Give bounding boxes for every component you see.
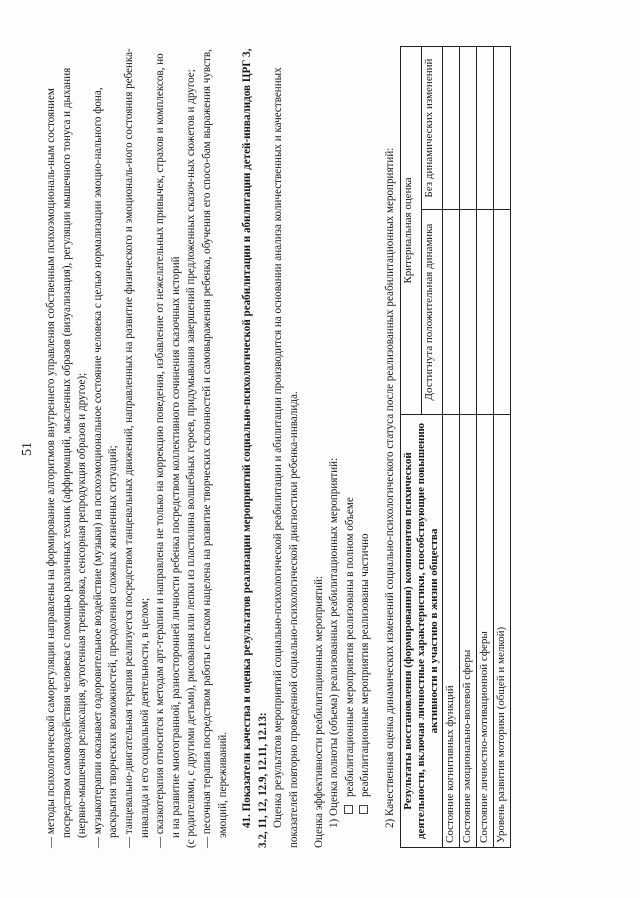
bullet-dance-therapy: — танцевально-двигательная терапия реализуется посредством танцевальных движений, направленных на развитие физического и эмоциональ-ного состояния ребенка-инвалида и его социальной деятельности, в целом;	[122, 48, 151, 848]
completeness-item: 1) Оценка полноты (объема) реализованных реабилитационных мероприятий:	[328, 457, 341, 828]
table-row	[494, 47, 511, 848]
bullet-fairy-tale-continued: (с родителями, с другими детьми), рисования или лепки из пластилина волшебных героев, придумывания завершений предложенных сказоч-ных сюжетов и другое;	[185, 69, 198, 848]
row-label-motor: Уровень развития моторики (общей и мелкой)	[494, 415, 511, 848]
page-body	[44, 48, 511, 848]
table-row	[443, 47, 460, 848]
bullet-sand-therapy: — песочная терапия посредством работы с песком нацелена на развитие творческих склонностей и самовыражения ребенка, обучения его спосо-бам выражения чувств, эмоций, переживаний.	[200, 49, 229, 848]
bullet-music-therapy: — музыкотерапии оказывает оздоровительное воздействие (музыки) на психоэмоциональное состояние человека с целью нормализации эмоцио-нального фона, раскрытия творческих возможностей, преодоления сложных жизненных ситуаций;	[91, 87, 120, 848]
section-intro: Оценка результатов мероприятий социально-психологической реабилитации и абилитации производится на основании анализа количественных и качественных показателей повторно проведенной социально-психологической диагностики ребенка-инвалида.	[272, 67, 300, 848]
cell-none[interactable]	[443, 47, 460, 210]
table-criteria-header: Критериальная оценка	[401, 47, 422, 415]
cell-achieved[interactable]	[460, 210, 477, 415]
option-full-label: реабилитационные мероприятия реализованы в полном объеме	[343, 497, 356, 797]
cell-none[interactable]	[460, 47, 477, 210]
table-main-header: Результаты восстановления (формирования) компонентов психической деятельности, включая личностные характеристики, способствующие повышению активности и участию в жизни общества	[401, 415, 443, 848]
cell-none[interactable]	[494, 47, 511, 210]
row-label-cognitive: Состояние когнитивных функций	[443, 415, 460, 848]
checkbox-partial[interactable]	[359, 805, 368, 814]
row-label-motivational: Состояние личностно-мотивационной сферы	[477, 415, 494, 848]
section-heading: 41. Показатели качества и оценка результатов реализации мероприятий социально-психологической реабилитации и абилитации детей-инвалидов ЦРГ 3, 3.2, 11, 12, 12.9, 12.11, 12.13:	[241, 48, 269, 848]
option-partial	[358, 48, 374, 848]
effectiveness-label: Оценка эффективности реабилитационных мероприятий:	[312, 575, 325, 848]
option-partial-label: реабилитационные мероприятия реализованы частично	[359, 533, 372, 797]
table-col-achieved: Достигнута положительная динамика	[422, 210, 443, 415]
cell-achieved[interactable]	[443, 210, 460, 415]
table-col-none: Без динамических изменений	[422, 47, 443, 210]
page-number: 51	[20, 442, 35, 456]
checkbox-full[interactable]	[344, 805, 353, 814]
cell-achieved[interactable]	[477, 210, 494, 415]
cell-none[interactable]	[477, 47, 494, 210]
bullet-fairy-tale-therapy: — сказкотерапия относится к методам арт-терапии и направлена не только на коррекцию поведения, избавление от нежелательных привычек, страхов и комплексов, но и на развитие многогранной, разносторонней личности ребенка посредством коллективного сочинения сказочных историй	[154, 53, 182, 848]
table-row	[477, 47, 494, 848]
row-label-emotional: Состояние эмоционально-волевой сферы	[460, 415, 477, 848]
bullet-self-regulation: — методы психологической саморегуляции направлены на формирование алгоритмов внутреннего управления собственным психоэмоциональ-ным состоянием посредством самовоздействия человека с помощью различных техник (аффирмаций, мысленных образов (визуализация), регуляции мышечного тонуса и дыхания (нервно-мышечная релаксация, аутогенная тренировка, сенсорная репродукция образов и другое);	[45, 67, 89, 848]
option-full	[343, 48, 359, 848]
cell-achieved[interactable]	[494, 210, 511, 415]
rotated-content	[20, 20, 620, 878]
assessment-table	[400, 46, 511, 848]
table-row	[460, 47, 477, 848]
qualitative-item: 2) Качественная оценка динамических изменений социально-психологического статуса после реализованных реабилитационных мероприятий:	[383, 147, 396, 828]
